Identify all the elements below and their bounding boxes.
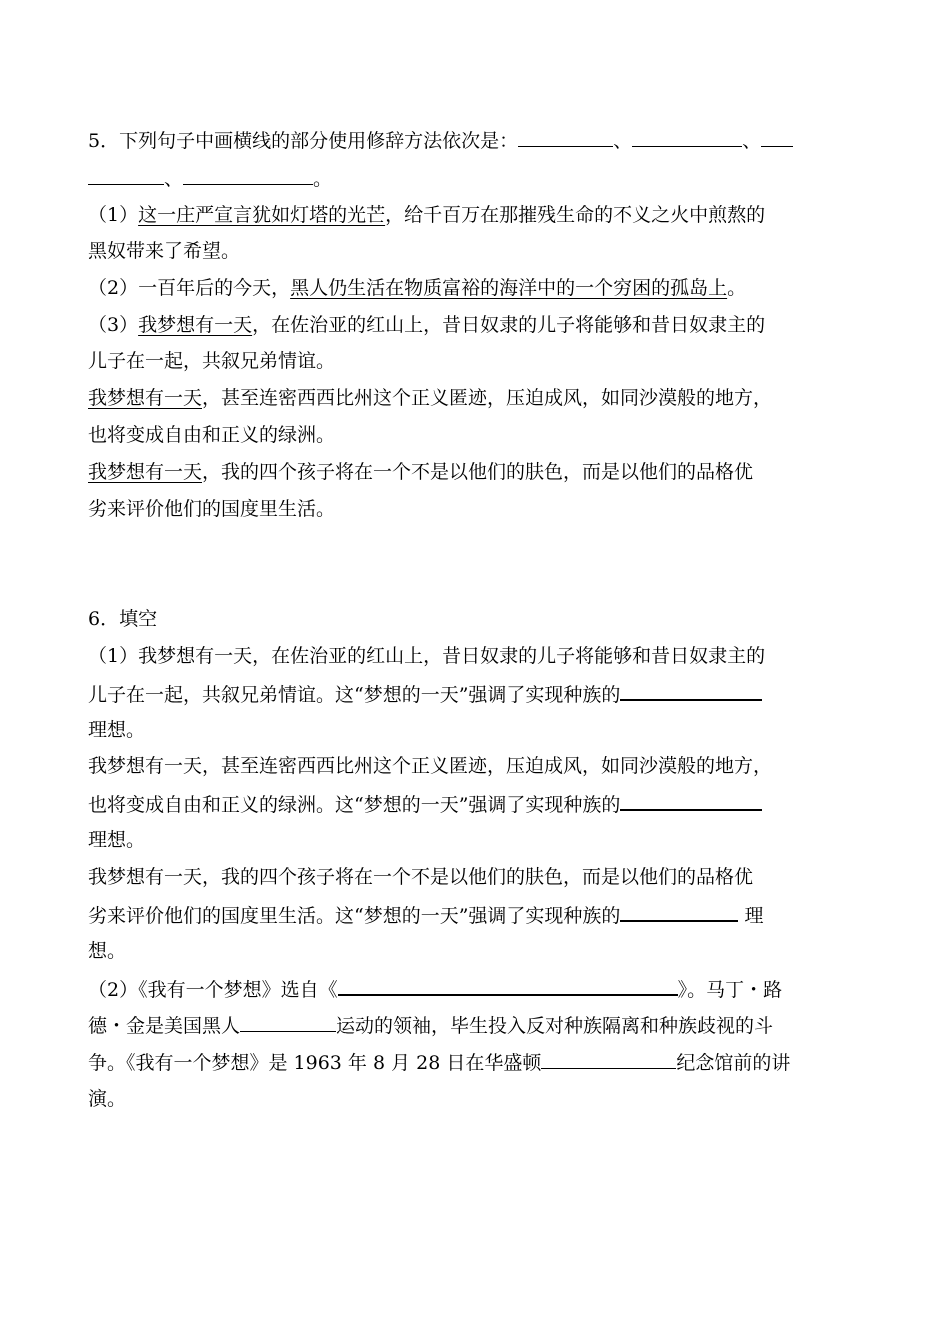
separator: 、: [742, 130, 762, 152]
q6-q2-line2: [88, 1011, 773, 1041]
q6-p2-line3: 理想。: [88, 829, 146, 851]
sentence-text: ，在佐治亚的红山上，昔日奴隶的儿子将能够和昔日奴隶主的: [252, 314, 766, 336]
q5-sentence-3-p2-cont: 也将变成自由和正义的绿洲。: [88, 424, 336, 446]
q6-q2-line1: [88, 974, 782, 1004]
q5-sentence-1: [88, 201, 765, 231]
item-number: （3）: [88, 314, 139, 336]
q6-p3-line2: [88, 900, 763, 930]
answer-blank-2[interactable]: [632, 126, 742, 147]
period: 。: [313, 168, 333, 190]
sentence-text: 也将变成自由和正义的绿洲。这“梦想的一天”强调了实现种族的: [88, 794, 621, 816]
sentence-text: 儿子在一起，共叙兄弟情谊。这“梦想的一天”强调了实现种族的: [88, 684, 621, 706]
q6-p2-line1: 我梦想有一天，甚至连密西西比州这个正义匿迹，压迫成风，如同沙漠般的地方，: [88, 755, 773, 777]
sentence-text: 劣来评价他们的国度里生活。这“梦想的一天”强调了实现种族的: [88, 905, 621, 927]
answer-blank-1[interactable]: [518, 126, 613, 147]
sentence-text: 德・金是美国黑人: [88, 1015, 241, 1037]
q5-sentence-3-p3-cont: 劣来评价他们的国度里生活。: [88, 498, 336, 520]
sentence-text: ，我的四个孩子将在一个不是以他们的肤色，而是以他们的品格优: [202, 461, 754, 483]
period: 。: [727, 277, 747, 299]
q6-q2-line3: [88, 1048, 790, 1078]
q6-p1-line1: （1）我梦想有一天，在佐治亚的红山上，昔日奴隶的儿子将能够和昔日奴隶主的: [88, 645, 766, 667]
sentence-text: 纪念馆前的讲: [676, 1052, 791, 1074]
q5-header: 5．下列句子中画横线的部分使用修辞方法依次是：: [88, 130, 519, 152]
q5-sentence-2: [88, 274, 746, 304]
q6-p3-line3: 想。: [88, 940, 127, 962]
answer-blank-source[interactable]: [338, 974, 678, 996]
q6-p1-line2: [88, 679, 762, 709]
q5-sentence-3: [88, 311, 765, 341]
sentence-text: 》。马丁・路: [677, 979, 783, 1001]
q6-p1-line3: 理想。: [88, 719, 146, 741]
underlined-phrase: 这一庄严宣言犹如灯塔的光芒: [138, 204, 386, 226]
q5-sentence-3-cont: 儿子在一起，共叙兄弟情谊。: [88, 350, 336, 372]
sentence-text: ，给千百万在那摧残生命的不义之火中煎熬的: [385, 204, 766, 226]
q6-p3-line1: 我梦想有一天，我的四个孩子将在一个不是以他们的肤色，而是以他们的品格优: [88, 866, 754, 888]
sentence-text: 理: [744, 905, 764, 927]
answer-blank-3-end[interactable]: [88, 164, 164, 185]
q5-sentence-1-cont: 黑奴带来了希望。: [88, 240, 241, 262]
separator: 、: [164, 168, 184, 190]
answer-blank-6-3[interactable]: [620, 900, 738, 922]
item-number: （2）: [88, 277, 139, 299]
sentence-text: 一百年后的今天，: [138, 277, 291, 299]
sentence-text: 争。《我有一个梦想》是 1963 年 8 月 28 日在华盛顿: [88, 1052, 542, 1074]
q5-sentence-3-p2: [88, 384, 772, 414]
answer-blank-movement[interactable]: [240, 1011, 336, 1032]
q5-blank-line: [88, 164, 332, 194]
q6-q2-line4: 演。: [88, 1088, 127, 1110]
answer-blank-4[interactable]: [183, 164, 313, 185]
underlined-phrase: 我梦想有一天: [88, 461, 203, 483]
separator: 、: [613, 130, 633, 152]
underlined-phrase: 我梦想有一天: [88, 387, 203, 409]
answer-blank-3-start[interactable]: [761, 126, 793, 147]
underlined-phrase: 我梦想有一天: [138, 314, 253, 336]
q6-p2-line2: [88, 789, 762, 819]
answer-blank-memorial[interactable]: [541, 1048, 676, 1069]
item-number: （1）: [88, 204, 139, 226]
sentence-text: ，甚至连密西西比州这个正义匿迹，压迫成风，如同沙漠般的地方，: [202, 387, 773, 409]
q6-header: 6．填空: [88, 608, 158, 630]
sentence-text: 运动的领袖，毕生投入反对种族隔离和种族歧视的斗: [336, 1015, 774, 1037]
answer-blank-6-2[interactable]: [620, 789, 762, 811]
answer-blank-6-1[interactable]: [620, 679, 762, 701]
underlined-phrase: 黑人仍生活在物质富裕的海洋中的一个穷困的孤岛上: [290, 277, 728, 299]
q5-header-line: [88, 126, 793, 156]
sentence-text: （2）《我有一个梦想》选自《: [88, 979, 338, 1001]
q5-sentence-3-p3: [88, 458, 753, 488]
